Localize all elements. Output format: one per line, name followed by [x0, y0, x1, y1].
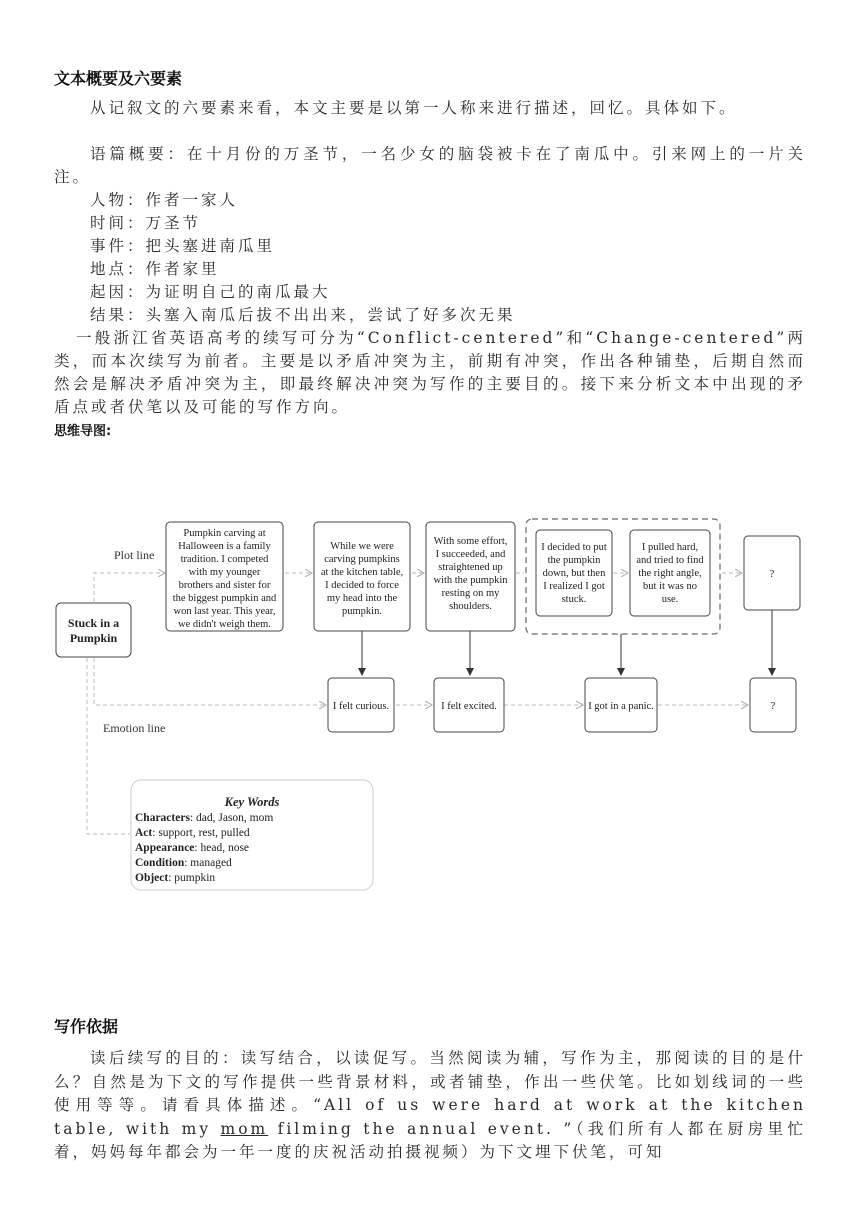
- emotion-line-label: Emotion line: [103, 721, 166, 735]
- svg-text:While we were: While we were: [330, 541, 394, 552]
- svg-text:carving pumpkins: carving pumpkins: [324, 554, 400, 565]
- svg-text:brothers and sister for: brothers and sister for: [178, 580, 271, 591]
- svg-text:stuck.: stuck.: [561, 594, 587, 605]
- svg-text:and tried to find: and tried to find: [636, 555, 704, 566]
- basis-paragraph: [54, 1047, 806, 1165]
- svg-text:use.: use.: [661, 594, 679, 605]
- element-result: 结果：头塞入南瓜后拔不出出来，尝试了好多次无果: [90, 306, 516, 324]
- svg-text:With some effort,: With some effort,: [433, 536, 508, 547]
- intro-paragraph: 从记叙文的六要素来看，本文主要是以第一人称来进行描述，回忆。具体如下。: [90, 99, 738, 117]
- analysis-paragraph: 一般浙江省英语高考的续写可分为“Conflict-centered”和“Change-centered”两类，而本次续写为前者。主要是以矛盾冲突为主，前期有冲突，作出各种铺垫，后期自然而然会是解决矛盾冲突为主，即最终解决冲突为写作的主要目的。接下来分析文本中出现的矛盾点或者伏笔以及可能的写作方向。: [54, 329, 806, 416]
- svg-text:won last year. This year,: won last year. This year,: [173, 606, 276, 617]
- svg-text:I pulled hard,: I pulled hard,: [641, 542, 699, 553]
- svg-text:straightened up: straightened up: [438, 562, 503, 573]
- svg-text:Pumpkin carving at: Pumpkin carving at: [183, 528, 266, 539]
- keywords-connector: [87, 658, 130, 834]
- emotion-box-3-text: I got in a panic.: [588, 701, 654, 712]
- svg-text:Halloween is a family: Halloween is a family: [178, 541, 271, 552]
- key-words-row-characters: Characters: dad, Jason, mom: [135, 812, 274, 824]
- element-event: 事件：把头塞进南瓜里: [90, 237, 276, 255]
- element-place: 地点：作者家里: [90, 260, 220, 278]
- plot-box-6-text: ?: [769, 569, 775, 580]
- svg-text:I decided to force: I decided to force: [325, 580, 399, 591]
- center-node: [56, 603, 131, 657]
- svg-text:with my younger: with my younger: [188, 567, 261, 578]
- key-words-row-object: Object: pumpkin: [135, 872, 216, 884]
- center-node-line2: Pumpkin: [69, 631, 118, 645]
- svg-text:at the kitchen table,: at the kitchen table,: [320, 567, 404, 578]
- key-words-row-condition: Condition: managed: [135, 857, 232, 869]
- svg-text:I succeeded, and: I succeeded, and: [435, 549, 506, 560]
- basis-text-after: filming the annual event. ”（我们所有人都在厨房里忙着，妈妈每年都会为一年一度的庆祝活动拍摄视频）为下文埋下伏笔，可知: [54, 1119, 806, 1161]
- key-words-row-appearance: Appearance: head, nose: [135, 842, 250, 854]
- plot-line-label: Plot line: [114, 548, 155, 562]
- svg-text:down, but then: down, but then: [542, 568, 606, 579]
- emotion-line-connector: [94, 658, 326, 705]
- element-characters: 人物：作者一家人: [90, 191, 239, 209]
- emotion-box-4-text: ?: [770, 701, 776, 712]
- svg-text:I realized I got: I realized I got: [543, 581, 605, 592]
- basis-text-before: 读后续写的目的：读写结合，以读促写。当然阅读为辅，写作为主，那阅读的目的是什么？自然是为下文的写作提供一些背景材料，或者铺垫，作出一些伏笔。比如划线词的一些使用等等。请看具体描述。“All of us were hard at work at the kitchen table, with my: [54, 1049, 806, 1138]
- emotion-box-2-text: I felt excited.: [441, 701, 497, 712]
- section-title-basis: 写作依据: [54, 1017, 119, 1036]
- emotion-box-1-text: I felt curious.: [332, 701, 390, 712]
- summary-paragraph: 语篇概要：在十月份的万圣节，一名少女的脑袋被卡在了南瓜中。引来网上的一片关注。: [54, 145, 806, 186]
- center-node-line1: Stuck in a: [67, 616, 120, 630]
- svg-text:pumpkin.: pumpkin.: [342, 606, 382, 617]
- svg-text:with the pumpkin: with the pumpkin: [433, 575, 508, 586]
- svg-text:the right angle,: the right angle,: [638, 568, 702, 579]
- plot-line-connector: [94, 573, 165, 602]
- element-time: 时间：万圣节: [90, 214, 202, 232]
- element-cause: 起因：为证明自己的南瓜最大: [90, 283, 331, 301]
- section-title-summary: 文本概要及六要素: [54, 69, 183, 88]
- svg-text:shoulders.: shoulders.: [449, 601, 492, 612]
- mindmap-diagram: [50, 512, 810, 897]
- svg-text:resting on my: resting on my: [441, 588, 500, 599]
- mindmap-label: 思维导图:: [54, 424, 112, 439]
- svg-text:the pumpkin: the pumpkin: [547, 555, 601, 566]
- svg-text:I decided to put: I decided to put: [541, 542, 607, 553]
- key-words-row-act: Act: support, rest, pulled: [135, 827, 250, 839]
- key-words-title: Key Words: [224, 795, 280, 809]
- svg-text:tradition. I competed: tradition. I competed: [180, 554, 269, 565]
- svg-text:but it was no: but it was no: [643, 581, 697, 592]
- svg-text:my head into the: my head into the: [326, 593, 398, 604]
- underlined-word-mom: mom: [220, 1119, 269, 1138]
- svg-text:the biggest pumpkin and: the biggest pumpkin and: [172, 593, 277, 604]
- svg-text:we didn't weigh them.: we didn't weigh them.: [178, 619, 271, 630]
